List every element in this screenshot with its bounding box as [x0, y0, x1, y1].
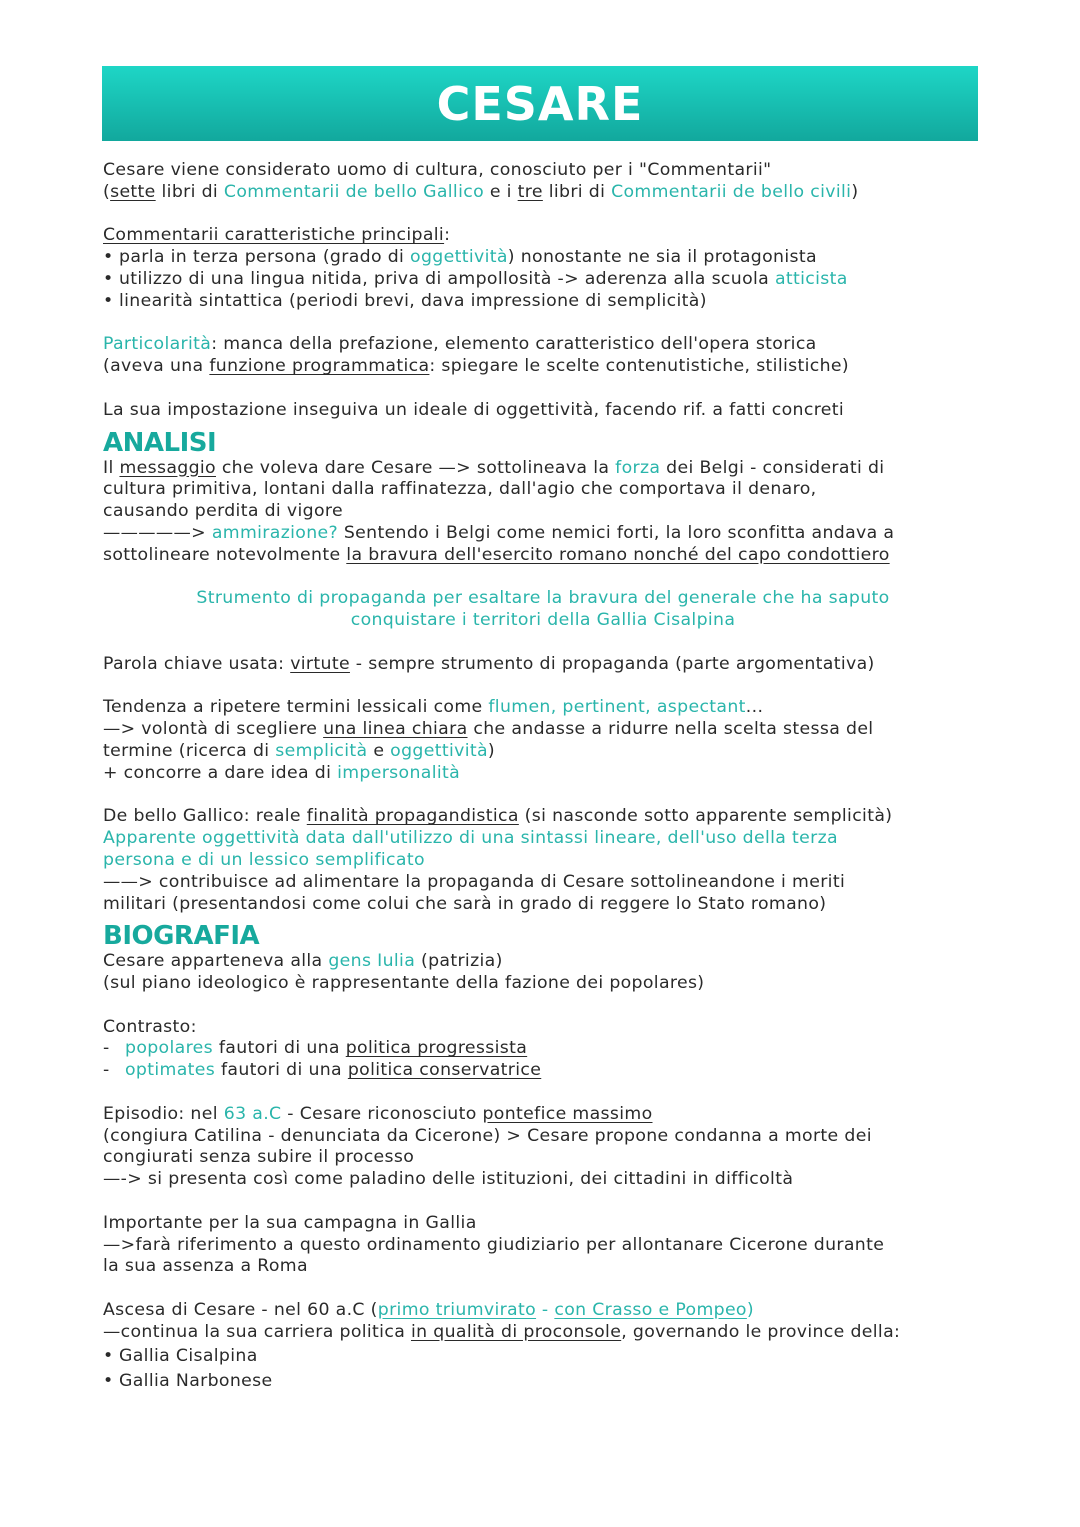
- parola-chiave-line: Parola chiave usata: virtute - sempre strumento di propaganda (parte argomentativa): [103, 653, 875, 674]
- analisi-heading: ANALISI: [103, 427, 217, 458]
- intro-line-2: (sette libri di Commentarii de bello Gallico e i tre libri di Commentarii de bello civili): [103, 181, 859, 202]
- contrasto-label: Contrasto:: [103, 1016, 197, 1037]
- feature-bullet-2: • utilizzo di una lingua nitida, priva di ampollosità -> aderenza alla scuola atticista: [103, 268, 848, 289]
- biografia-heading: BIOGRAFIA: [103, 921, 260, 952]
- episodio-line-1: Episodio: nel 63 a.C - Cesare riconosciuto pontefice massimo: [103, 1103, 653, 1124]
- particolarita-line-1: Particolarità: manca della prefazione, elemento caratteristico dell'opera storica: [103, 334, 817, 355]
- tendenza-line-3: termine (ricerca di semplicità e oggettività): [103, 740, 496, 761]
- episodio-line-3: congiurati senza subire il processo: [103, 1147, 415, 1168]
- debello-line-5: militari (presentandosi come colui che sarà in grado di reggere lo Stato romano): [103, 893, 827, 914]
- gallia-line-3: la sua assenza a Roma: [103, 1256, 308, 1277]
- contrasto-item-popolares: - popolares fautori di una politica progressista: [103, 1038, 528, 1059]
- analisi-line-3: causando perdita di vigore: [103, 501, 343, 522]
- note-content: [103, 160, 983, 1394]
- gallia-line-1: Importante per la sua campagna in Gallia: [103, 1212, 477, 1233]
- analisi-line-5: sottolineare notevolmente la bravura dell'esercito romano nonché del capo condottiero: [103, 544, 890, 565]
- propaganda-line-2: conquistare i territori della Gallia Cisalpina: [350, 610, 736, 631]
- particolarita-line-2: (aveva una funzione programmatica: spiegare le scelte contenutistiche, stilistiche): [103, 356, 849, 377]
- provincia-gallia-narbonese: • Gallia Narbonese: [103, 1370, 273, 1391]
- ascesa-line-2: —continua la sua carriera politica in qualità di proconsole, governando le province della:: [103, 1321, 901, 1342]
- tendenza-line-4: + concorre a dare idea di impersonalità: [103, 762, 461, 783]
- episodio-line-4: —-> si presenta così come paladino delle istituzioni, dei cittadini in difficoltà: [103, 1169, 794, 1190]
- analisi-line-2: cultura primitiva, lontani dalla raffinatezza, dall'agio che comportava il denaro,: [103, 479, 817, 500]
- contrasto-item-optimates: - optimates fautori di una politica conservatrice: [103, 1060, 542, 1081]
- features-heading: Commentarii caratteristiche principali:: [103, 225, 451, 246]
- feature-bullet-1: • parla in terza persona (grado di oggettività) nonostante ne sia il protagonista: [103, 247, 817, 268]
- analisi-line-4: —————> ammirazione? Sentendo i Belgi come nemici forti, la loro sconfitta andava a: [103, 522, 895, 543]
- tendenza-line-1: Tendenza a ripetere termini lessicali come flumen, pertinent, aspectant...: [103, 697, 764, 718]
- debello-line-4: ——> contribuisce ad alimentare la propaganda di Cesare sottolineandone i meriti: [103, 871, 846, 892]
- episodio-line-2: (congiura Catilina - denunciata da Cicerone) > Cesare propone condanna a morte dei: [103, 1125, 872, 1146]
- provincia-gallia-cisalpina: • Gallia Cisalpina: [103, 1345, 258, 1366]
- intro-line-1: Cesare viene considerato uomo di cultura, conosciuto per i "Commentarii": [103, 160, 772, 180]
- propaganda-line-1: Strumento di propaganda per esaltare la bravura del generale che ha saputo: [196, 588, 890, 609]
- impostazione-line: La sua impostazione inseguiva un ideale di oggettività, facendo rif. a fatti concreti: [103, 399, 845, 420]
- page-title: CESARE: [436, 76, 644, 131]
- ideologia-line: (sul piano ideologico è rappresentante della fazione dei popolares): [103, 973, 705, 994]
- debello-line-3: persona e di un lessico semplificato: [103, 849, 425, 870]
- debello-line-1: De bello Gallico: reale finalità propagandistica (si nasconde sotto apparente semplicità): [103, 806, 893, 827]
- feature-bullet-3: • linearità sintattica (periodi brevi, dava impressione di semplicità): [103, 290, 707, 311]
- title-banner: [102, 66, 978, 141]
- tendenza-line-2: —> volontà di scegliere una linea chiara che andasse a ridurre nella scelta stessa del: [103, 719, 874, 740]
- analisi-line-1: Il messaggio che voleva dare Cesare —> sottolineava la forza dei Belgi - considerati di: [103, 457, 885, 478]
- gens-line: Cesare apparteneva alla gens Iulia (patrizia): [103, 951, 503, 972]
- ascesa-line-1: Ascesa di Cesare - nel 60 a.C (primo triumvirato - con Crasso e Pompeo): [103, 1300, 754, 1321]
- debello-line-2: Apparente oggettività data dall'utilizzo di una sintassi lineare, dell'uso della terza: [103, 828, 838, 849]
- gallia-line-2: —>farà riferimento a questo ordinamento giudiziario per allontanare Cicerone durante: [103, 1234, 885, 1255]
